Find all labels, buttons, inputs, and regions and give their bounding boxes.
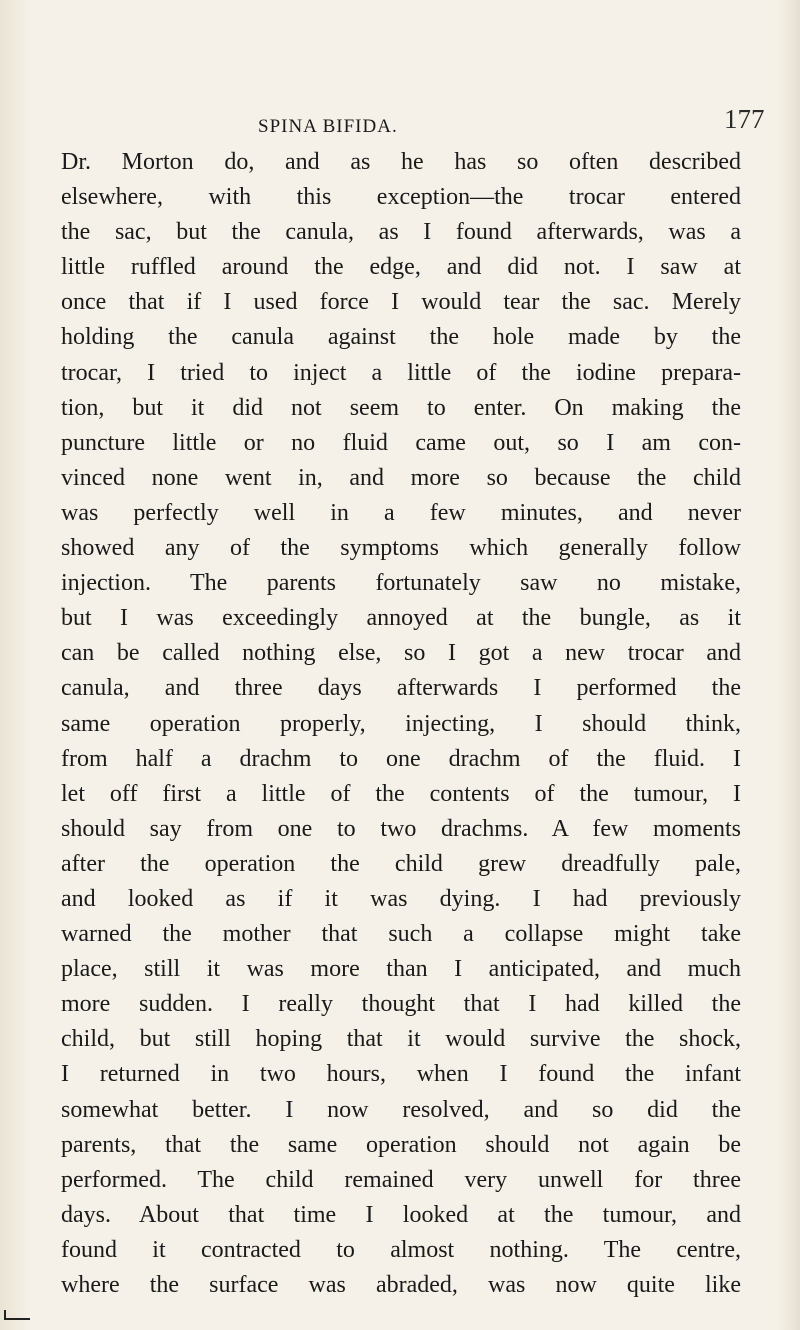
text-line: puncture little or no fluid came out, so I am con-	[61, 429, 741, 456]
text-line: from half a drachm to one drachm of the fluid. I	[61, 745, 741, 772]
text-line: place, still it was more than I anticipated, and much	[61, 956, 741, 983]
text-line: warned the mother that such a collapse might take	[61, 921, 741, 948]
page-gutter-shadow	[0, 0, 30, 1330]
text-line: Dr. Morton do, and as he has so often described	[61, 149, 741, 175]
text-line: can be called nothing else, so I got a new trocar and	[61, 640, 741, 667]
text-line: was perfectly well in a few minutes, and never	[61, 499, 741, 526]
body-text	[61, 145, 741, 1303]
text-line: little ruffled around the edge, and did not. I saw at	[61, 254, 741, 281]
text-line: more sudden. I really thought that I had killed the	[61, 991, 741, 1018]
text-line: and looked as if it was dying. I had previously	[61, 885, 741, 912]
text-line: days. About that time I looked at the tumour, and	[61, 1201, 741, 1228]
text-line: performed. The child remained very unwell for three	[61, 1166, 741, 1193]
text-line: injection. The parents fortunately saw no mistake,	[61, 570, 741, 597]
text-line: after the operation the child grew dreadfully pale,	[61, 850, 741, 877]
text-line: vinced none went in, and more so because the child	[61, 464, 741, 491]
text-line: same operation properly, injecting, I should think,	[61, 710, 741, 737]
text-line: where the surface was abraded, was now quite like	[61, 1272, 741, 1298]
text-line: found it contracted to almost nothing. The centre,	[61, 1236, 741, 1263]
page-edge-shadow	[778, 0, 800, 1330]
text-line: elsewhere, with this exception—the trocar entered	[61, 184, 741, 211]
text-line: I returned in two hours, when I found the infant	[61, 1061, 741, 1088]
text-line: holding the canula against the hole made by the	[61, 324, 741, 351]
text-line: but I was exceedingly annoyed at the bungle, as it	[61, 605, 741, 632]
page-number: 177	[724, 104, 765, 134]
text-line: showed any of the symptoms which generally follow	[61, 535, 741, 562]
text-line: let off first a little of the contents of the tumour, I	[61, 780, 741, 807]
text-line: somewhat better. I now resolved, and so did the	[61, 1096, 741, 1123]
corner-crop-mark	[4, 1310, 30, 1320]
text-line: should say from one to two drachms. A few moments	[61, 815, 741, 842]
page-header	[0, 104, 800, 142]
text-line: canula, and three days afterwards I performed the	[61, 675, 741, 702]
text-line: child, but still hoping that it would survive the shock,	[61, 1026, 741, 1053]
text-line: tion, but it did not seem to enter. On making the	[61, 394, 741, 421]
text-line: once that if I used force I would tear the sac. Merely	[61, 289, 741, 316]
running-head: SPINA BIFIDA.	[258, 116, 398, 137]
text-line: parents, that the same operation should not again be	[61, 1131, 741, 1158]
text-line: the sac, but the canula, as I found afterwards, was a	[61, 219, 741, 246]
text-line: trocar, I tried to inject a little of the iodine prepara-	[61, 359, 741, 386]
